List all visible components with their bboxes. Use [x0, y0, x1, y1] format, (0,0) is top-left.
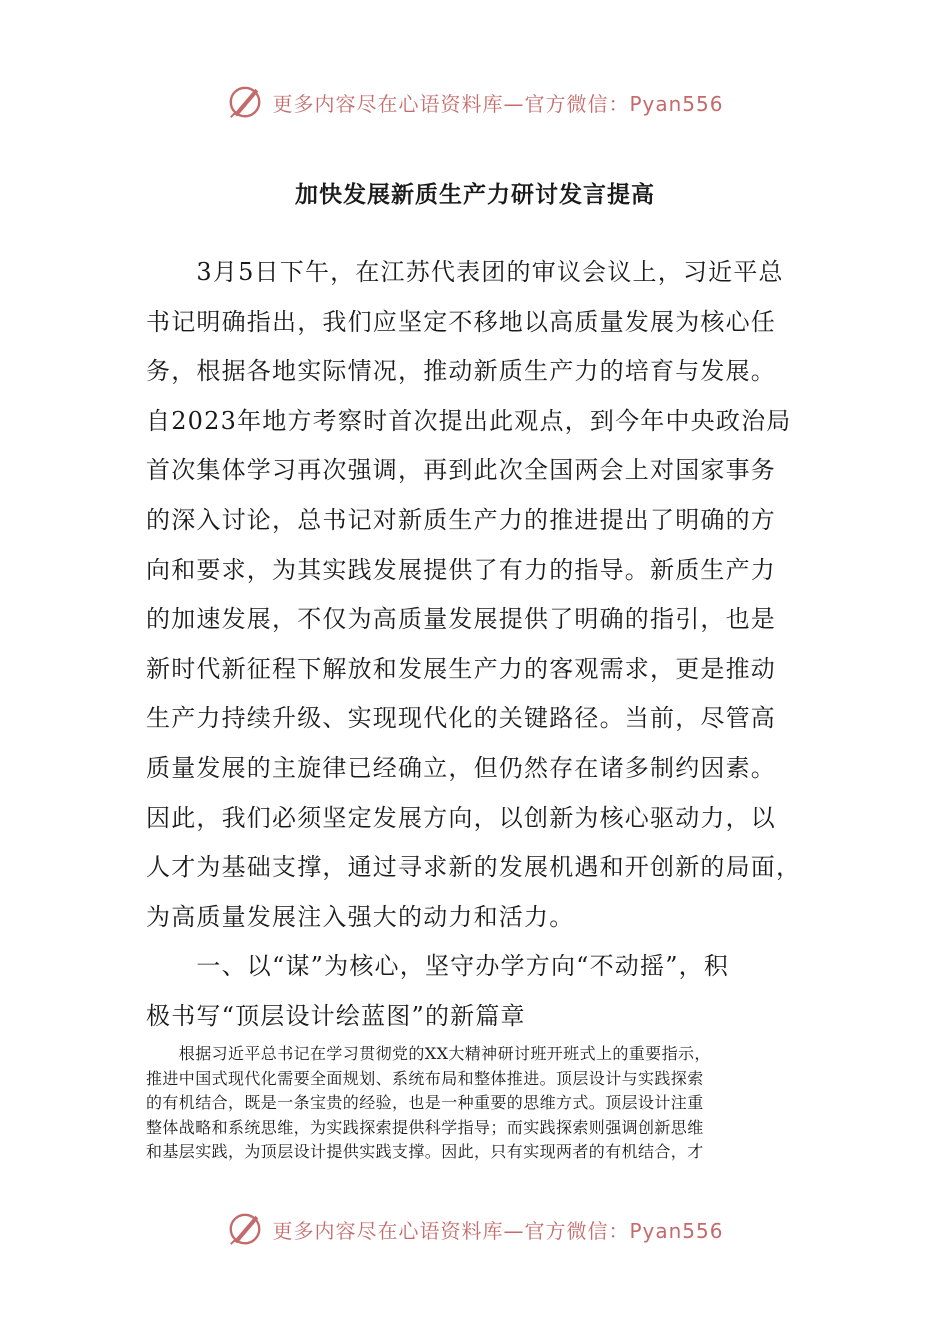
quill-pen-logo-icon — [226, 1210, 264, 1248]
quill-pen-logo-icon — [226, 83, 264, 121]
body-line: 新时代新征程下解放和发展生产力的客观需求，更是推动 — [146, 654, 776, 683]
section-heading-line: 一、以“谋”为核心，坚守办学方向“不动摇”，积 — [146, 952, 730, 981]
body-line: 生产力持续升级、实现现代化的关键路径。当前，尽管高 — [146, 704, 776, 733]
small-body-line: 根据习近平总书记在学习贯彻党的XX大精神研讨班开班式上的重要指示， — [146, 1044, 711, 1063]
watermark-text — [272, 1215, 723, 1244]
watermark-text-brand: 更多内容尽在心语资料库 — [272, 91, 504, 116]
body-text — [146, 248, 806, 1042]
body-line: 自2023年地方考察时首次提出此观点，到今年中央政治局 — [146, 406, 792, 435]
section-heading-line: 极书写“顶层设计绘蓝图”的新篇章 — [146, 1001, 526, 1030]
small-body-line: 推进中国式现代化需要全面规划、系统布局和整体推进。顶层设计与实践探索 — [146, 1068, 704, 1088]
body-line: 3月5日下午，在江苏代表团的审议会议上，习近平总 — [146, 258, 784, 286]
document-title: 加快发展新质生产力研讨发言提高 — [295, 182, 655, 208]
body-line: 质量发展的主旋律已经确立，但仍然存在诸多制约因素。 — [146, 753, 776, 782]
body-line: 的加速发展，不仅为高质量发展提供了明确的指引，也是 — [146, 605, 776, 634]
watermark-text-contact: —官方微信：Pyan556 — [503, 1218, 724, 1243]
body-line: 向和要求，为其实践发展提供了有力的指导。新质生产力 — [146, 555, 776, 584]
body-line: 书记明确指出，我们应坚定不移地以高质量发展为核心任 — [146, 307, 776, 336]
body-line: 人才为基础支撑，通过寻求新的发展机遇和开创新的局面， — [146, 853, 802, 882]
body-line: 首次集体学习再次强调，再到此次全国两会上对国家事务 — [146, 456, 776, 485]
watermark-text-contact: —官方微信：Pyan556 — [503, 91, 724, 116]
watermark-text-brand: 更多内容尽在心语资料库 — [272, 1218, 504, 1243]
small-body-line: 整体战略和系统思维，为实践探索提供科学指导；而实践探索则强调创新思维 — [146, 1117, 704, 1137]
watermark-banner-bottom — [0, 1209, 950, 1249]
body-line: 因此，我们必须坚定发展方向，以创新为核心驱动力，以 — [146, 803, 776, 832]
body-text-small — [146, 1042, 816, 1165]
body-line: 为高质量发展注入强大的动力和活力。 — [146, 902, 575, 931]
small-body-line: 和基层实践，为顶层设计提供实践支撑。因此，只有实现两者的有机结合，才 — [146, 1142, 704, 1162]
watermark-banner-top — [0, 82, 950, 122]
small-body-line: 的有机结合，既是一条宝贵的经验，也是一种重要的思维方式。顶层设计注重 — [146, 1093, 704, 1113]
watermark-text — [272, 88, 723, 117]
body-line: 务，根据各地实际情况，推动新质生产力的培育与发展。 — [146, 357, 776, 386]
body-line: 的深入讨论，总书记对新质生产力的推进提出了明确的方 — [146, 505, 776, 534]
